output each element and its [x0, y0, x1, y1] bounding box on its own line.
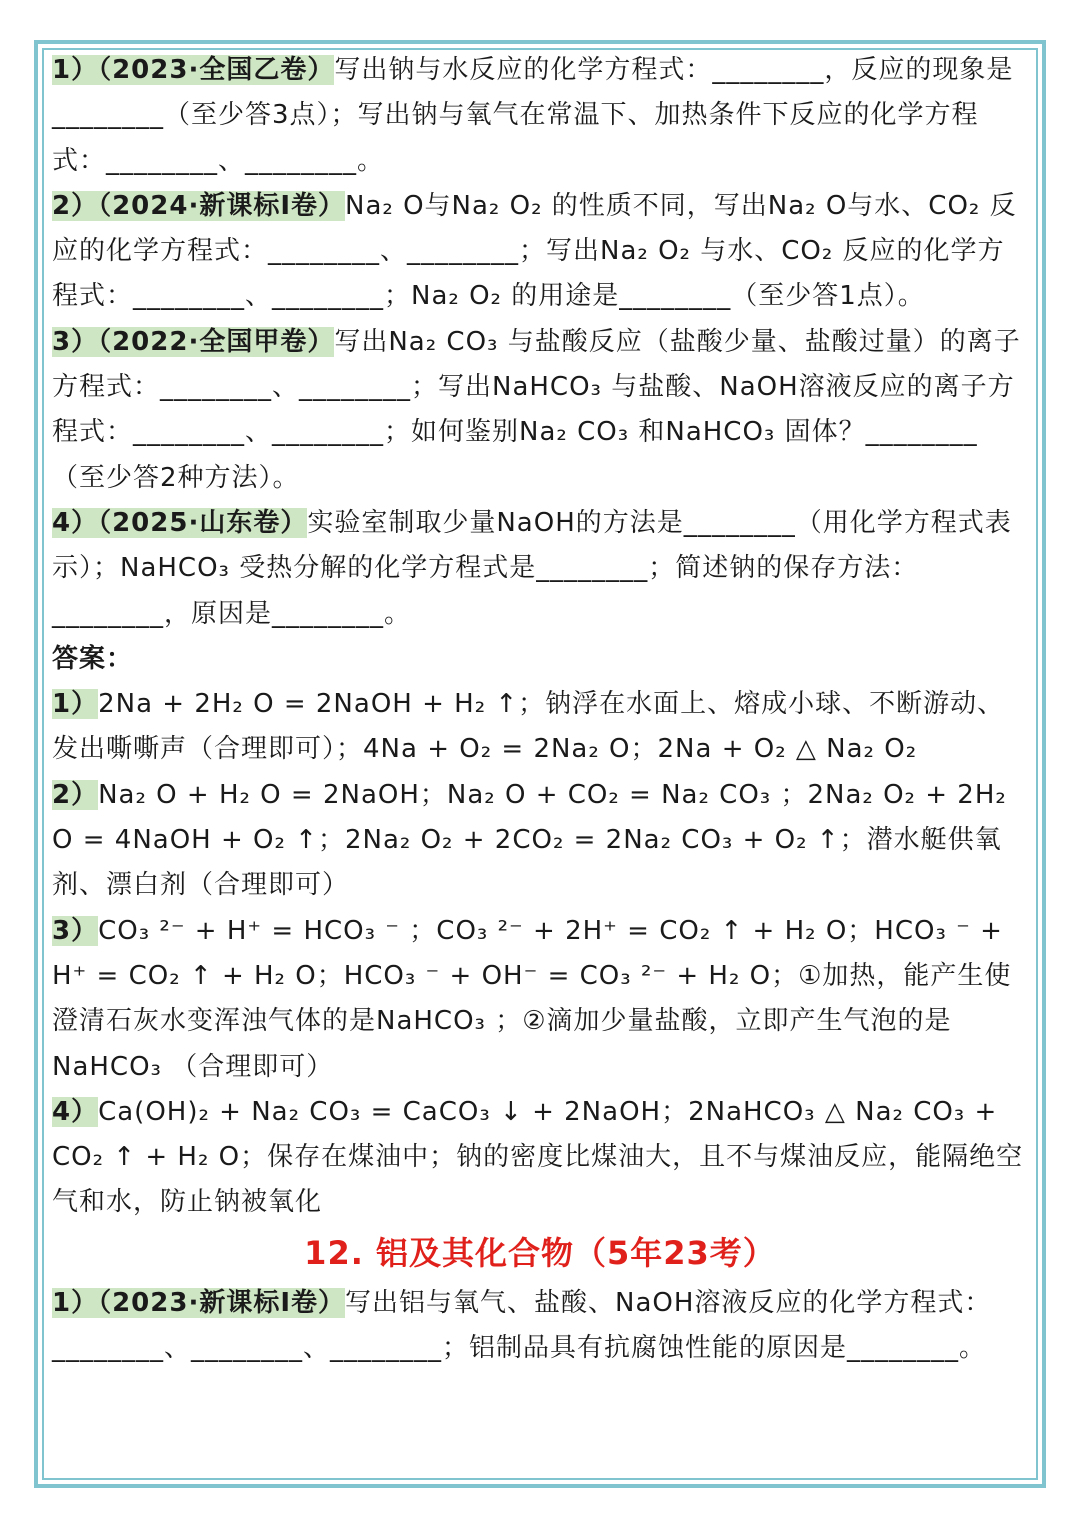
question-text: 实验室制取少量NaOH的方法是________（用化学方程式表示）；NaHCO₃ 受热分解的化学方程式是________；简述钠的保存方法：________，原因是________。 [52, 507, 1012, 629]
answers-heading: 答案： [52, 643, 134, 674]
question-tag: 2）（2024·新课标Ⅰ卷） [52, 190, 346, 221]
section-question-1 [52, 1281, 1028, 1372]
answer-text: 2Na + 2H₂ O = 2NaOH + H₂ ↑；钠浮在水面上、熔成小球、不断游动、发出嘶嘶声（合理即可）；4Na + O₂ = 2Na₂ O；2Na + O₂ △ Na₂ O₂ [52, 689, 1005, 765]
question-text: 写出Na₂ CO₃ 与盐酸反应（盐酸少量、盐酸过量）的离子方程式：________、________；写出NaHCO₃ 与盐酸、NaOH溶液反应的离子方程式：________、________；如何鉴别Na₂ CO₃ 和NaHCO₃ 固体？________（至少答2种方法）。 [52, 326, 1021, 493]
question-1 [52, 48, 1028, 184]
question-4 [52, 501, 1028, 637]
section-title: 12. 铝及其化合物（5年23考） [304, 1233, 776, 1272]
question-tag: 3）（2022·全国甲卷） [52, 326, 335, 357]
answer-text: Na₂ O + H₂ O = 2NaOH；Na₂ O + CO₂ = Na₂ CO₃ ；2Na₂ O₂ + 2H₂ O = 4NaOH + O₂ ↑；2Na₂ O₂ + 2CO₂ = 2Na₂ CO₃ + O₂ ↑；潜水艇供氧剂、漂白剂（合理即可） [52, 779, 1007, 901]
question-text: 写出铝与氧气、盐酸、NaOH溶液反应的化学方程式：________、________、________；铝制品具有抗腐蚀性能的原因是________。 [52, 1287, 992, 1364]
question-tag: 4）（2025·山东卷） [52, 507, 308, 538]
question-3 [52, 320, 1028, 501]
answer-text: Ca(OH)₂ + Na₂ CO₃ = CaCO₃ ↓ + 2NaOH；2NaHCO₃ △ Na₂ CO₃ + CO₂ ↑ + H₂ O；保存在煤油中；钠的密度比煤油大，且不与煤油反应，能隔绝空气和水，防止钠被氧化 [52, 1096, 1024, 1218]
answer-1 [52, 682, 1028, 773]
answer-number: 3） [52, 915, 99, 946]
answer-number: 4） [52, 1096, 99, 1127]
question-tag: 1）（2023·新课标Ⅰ卷） [52, 1287, 346, 1318]
answer-2 [52, 773, 1028, 909]
question-tag: 1）（2023·全国乙卷） [52, 55, 335, 85]
question-text: Na₂ O与Na₂ O₂ 的性质不同，写出Na₂ O与水、CO₂ 反应的化学方程式：________、________；写出Na₂ O₂ 与水、CO₂ 反应的化学方程式：________、________；Na₂ O₂ 的用途是________（至少答1点）。 [52, 190, 1017, 312]
document-content [52, 48, 1028, 1371]
question-text: 写出钠与水反应的化学方程式：________，反应的现象是________（至少答3点）；写出钠与氧气在常温下、加热条件下反应的化学方程式：________、________。 [52, 55, 1014, 176]
answer-number: 2） [52, 779, 99, 810]
answer-3 [52, 909, 1028, 1090]
answer-number: 1） [52, 689, 99, 720]
answer-text: CO₃ ²⁻ + H⁺ = HCO₃ ⁻ ；CO₃ ²⁻ + 2H⁺ = CO₂ ↑ + H₂ O；HCO₃ ⁻ + H⁺ = CO₂ ↑ + H₂ O；HCO₃ ⁻ + OH⁻ = CO₃ ²⁻ + H₂ O；①加热，能产生使澄清石灰水变浑浊气体的是NaHCO₃ ；②滴加少量盐酸，立即产生气泡的是NaHCO₃ （合理即可） [52, 915, 1012, 1082]
answer-4 [52, 1090, 1028, 1226]
question-2 [52, 184, 1028, 320]
